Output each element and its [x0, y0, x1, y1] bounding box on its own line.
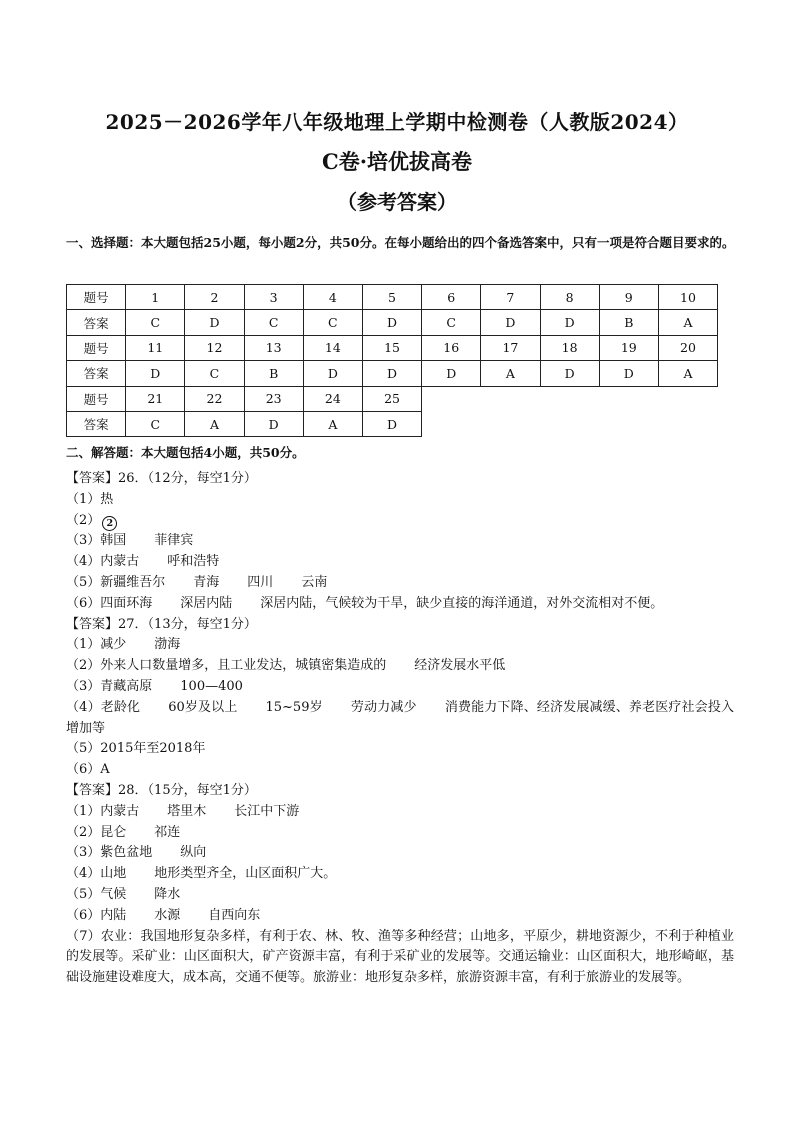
- answer-line: [66, 552, 734, 573]
- answer-head: 【答案】27．（13分，每空1分）: [66, 616, 257, 632]
- answer-cell: D: [303, 361, 362, 386]
- answer-item: （3）紫色盆地: [66, 845, 153, 861]
- answer-line: [66, 823, 734, 844]
- answer-cell: C: [126, 411, 185, 436]
- answer-item: 渤海: [154, 637, 181, 653]
- table-row: [67, 285, 718, 310]
- question-number: 22: [185, 386, 244, 411]
- empty-cell: [540, 411, 599, 436]
- answer-item: 纵向: [180, 845, 207, 861]
- question-number: 12: [185, 335, 244, 360]
- answer-item: 消费能力下降、经济发展减缓、养老医疗社会投入增加等: [66, 699, 734, 736]
- question-number: 20: [658, 335, 717, 360]
- question-number: 6: [422, 285, 481, 310]
- empty-cell: [422, 411, 481, 436]
- answer-cell: D: [126, 361, 185, 386]
- answer-item: （6）内陆: [66, 907, 127, 923]
- question-number: 16: [422, 335, 481, 360]
- answer-item: 菲律宾: [154, 533, 194, 549]
- answer-line: （6）A: [66, 762, 110, 778]
- answer-item: （2）外来人口数量增多，且工业发达，城镇密集造成的: [66, 658, 387, 674]
- answer-cell: D: [540, 361, 599, 386]
- question-number: 19: [599, 335, 658, 360]
- answer-line: [66, 802, 734, 823]
- answer-cell: A: [481, 361, 540, 386]
- answer-cell: D: [540, 310, 599, 335]
- answer-item: （5）气候: [66, 886, 127, 902]
- empty-cell: [481, 411, 540, 436]
- question-number: 25: [362, 386, 421, 411]
- choice-answer-table: [66, 284, 718, 437]
- answer-line: [66, 594, 734, 615]
- question-number: 4: [303, 285, 362, 310]
- answer-cell: D: [481, 310, 540, 335]
- answer-item: （3）青藏高原: [66, 678, 153, 694]
- answer-item: （4）山地: [66, 866, 127, 882]
- answer-cell: A: [658, 361, 717, 386]
- answer-item: （1）内蒙古: [66, 803, 140, 819]
- question-number: 1: [126, 285, 185, 310]
- question-number: 11: [126, 335, 185, 360]
- answer-cell: D: [599, 361, 658, 386]
- empty-cell: [481, 386, 540, 411]
- answer-cell: C: [244, 310, 303, 335]
- section1-heading: 一、选择题：本大题包括25小题，每小题2分，共50分。在每小题给出的四个备选答案中，只有一项是符合题目要求的。: [66, 235, 735, 250]
- answer-line: [66, 511, 734, 532]
- table-row: [67, 411, 718, 436]
- table-row: [67, 361, 718, 386]
- answer-key-tag: （参考答案）: [337, 190, 457, 214]
- answer-item: 水源: [154, 907, 181, 923]
- answer-item: （2）昆仑: [66, 824, 127, 840]
- question-number: 3: [244, 285, 303, 310]
- question-number: 14: [303, 335, 362, 360]
- answer-cell: D: [244, 411, 303, 436]
- answer-paragraph: （7）农业：我国地形复杂多样，有利于农、林、牧、渔等多种经营；山地多，平原少，耕地资源少，不利于种植业的发展等。采矿业：山区面积大，矿产资源丰富，有利于采矿业的发展等。交通运输业：山区面积大，地形崎岖，基础设施建设难度大，成本高，交通不便等。旅游业：地形复杂多样，旅游资源丰富，有利于旅游业的发展等。: [66, 928, 734, 986]
- answer-cell: C: [422, 310, 481, 335]
- answer-item: （4）内蒙古: [66, 554, 140, 570]
- question-number: 5: [362, 285, 421, 310]
- answer-item: 四川: [247, 574, 274, 590]
- question-number: 9: [599, 285, 658, 310]
- answer-item: 降水: [154, 886, 181, 902]
- answer-line: [66, 864, 734, 885]
- answer-item: 云南: [301, 574, 328, 590]
- answer-cell: B: [244, 361, 303, 386]
- question-number: 2: [185, 285, 244, 310]
- empty-cell: [599, 411, 658, 436]
- answer-head: 【答案】26．（12分，每空1分）: [66, 471, 257, 486]
- section2-heading: 二、解答题：本大题包括4小题，共50分。: [66, 445, 305, 460]
- answer-line: （5）2015年至2018年: [66, 741, 206, 757]
- answer-cell: A: [658, 310, 717, 335]
- answer-item: （3）韩国: [66, 533, 127, 549]
- answer-cell: D: [362, 310, 421, 335]
- question-number: 13: [244, 335, 303, 360]
- document-title: 2025－2026学年八年级地理上学期中检测卷（人教版2024）: [105, 110, 689, 134]
- answer-item: 青海: [193, 574, 220, 590]
- answer-item: 长江中下游: [234, 803, 300, 819]
- question-number: 18: [540, 335, 599, 360]
- answer-line: [66, 573, 734, 594]
- answer-line: [66, 656, 734, 677]
- answer-line: [66, 906, 734, 927]
- answer-lines: [66, 469, 734, 989]
- answer-item: 劳动力减少: [350, 699, 417, 715]
- answer-item: 经济发展水平低: [414, 658, 506, 674]
- empty-cell: [658, 411, 717, 436]
- answer-item: 深居内陆，气候较为干旱，缺少直接的海洋通道，对外交流相对不便。: [260, 595, 664, 611]
- question-number: 24: [303, 386, 362, 411]
- line-prefix: （2）: [66, 512, 101, 528]
- answer-item: 呼和浩特: [167, 554, 220, 570]
- answer-line: [66, 885, 734, 906]
- answer-item: 深居内陆: [180, 595, 233, 611]
- question-number: 21: [126, 386, 185, 411]
- answer-cell: A: [303, 411, 362, 436]
- table-row: [67, 335, 718, 360]
- answer-item: （5）新疆维吾尔: [66, 574, 166, 590]
- answer-item: 15~59岁: [265, 699, 323, 715]
- answer-cell: D: [185, 310, 244, 335]
- answer-item: （1）减少: [66, 637, 127, 653]
- answer-cell: D: [362, 361, 421, 386]
- empty-cell: [422, 386, 481, 411]
- table-row: [67, 310, 718, 335]
- answer-item: 地形类型齐全，山区面积广大。: [154, 866, 337, 882]
- document-subtitle: C卷·培优拔高卷: [321, 149, 473, 174]
- answer-item: （6）四面环海: [66, 595, 153, 611]
- table-row: [67, 386, 718, 411]
- answer-cell: C: [303, 310, 362, 335]
- answer-label: 答案: [67, 361, 126, 386]
- question-number: 17: [481, 335, 540, 360]
- answer-cell: A: [185, 411, 244, 436]
- question-number: 7: [481, 285, 540, 310]
- answer-label: 答案: [67, 411, 126, 436]
- answer-item: 塔里木: [167, 803, 207, 819]
- question-number: 10: [658, 285, 717, 310]
- answer-item: 60岁及以上: [168, 699, 238, 715]
- answer-cell: C: [185, 361, 244, 386]
- answer-line: [66, 698, 734, 740]
- answer-cell: B: [599, 310, 658, 335]
- question-number: 8: [540, 285, 599, 310]
- answer-line: [66, 843, 734, 864]
- answer-line: [66, 635, 734, 656]
- question-label: 题号: [67, 285, 126, 310]
- answer-line: [66, 531, 734, 552]
- answer-line: [66, 677, 734, 698]
- answer-line: （1）热: [66, 491, 114, 507]
- answer-head: 【答案】28．（15分，每空1分）: [66, 782, 257, 798]
- answer-label: 答案: [67, 310, 126, 335]
- circled-number: 2: [102, 516, 117, 531]
- answer-item: 自西向东: [208, 907, 261, 923]
- empty-cell: [658, 386, 717, 411]
- question-label: 题号: [67, 335, 126, 360]
- question-label: 题号: [67, 386, 126, 411]
- question-number: 15: [362, 335, 421, 360]
- empty-cell: [599, 386, 658, 411]
- question-number: 23: [244, 386, 303, 411]
- answer-cell: C: [126, 310, 185, 335]
- answer-cell: D: [422, 361, 481, 386]
- answer-item: 100—400: [180, 678, 243, 694]
- answer-item: （4）老龄化: [66, 699, 141, 715]
- empty-cell: [540, 386, 599, 411]
- answer-item: 祁连: [154, 824, 181, 840]
- answer-cell: D: [362, 411, 421, 436]
